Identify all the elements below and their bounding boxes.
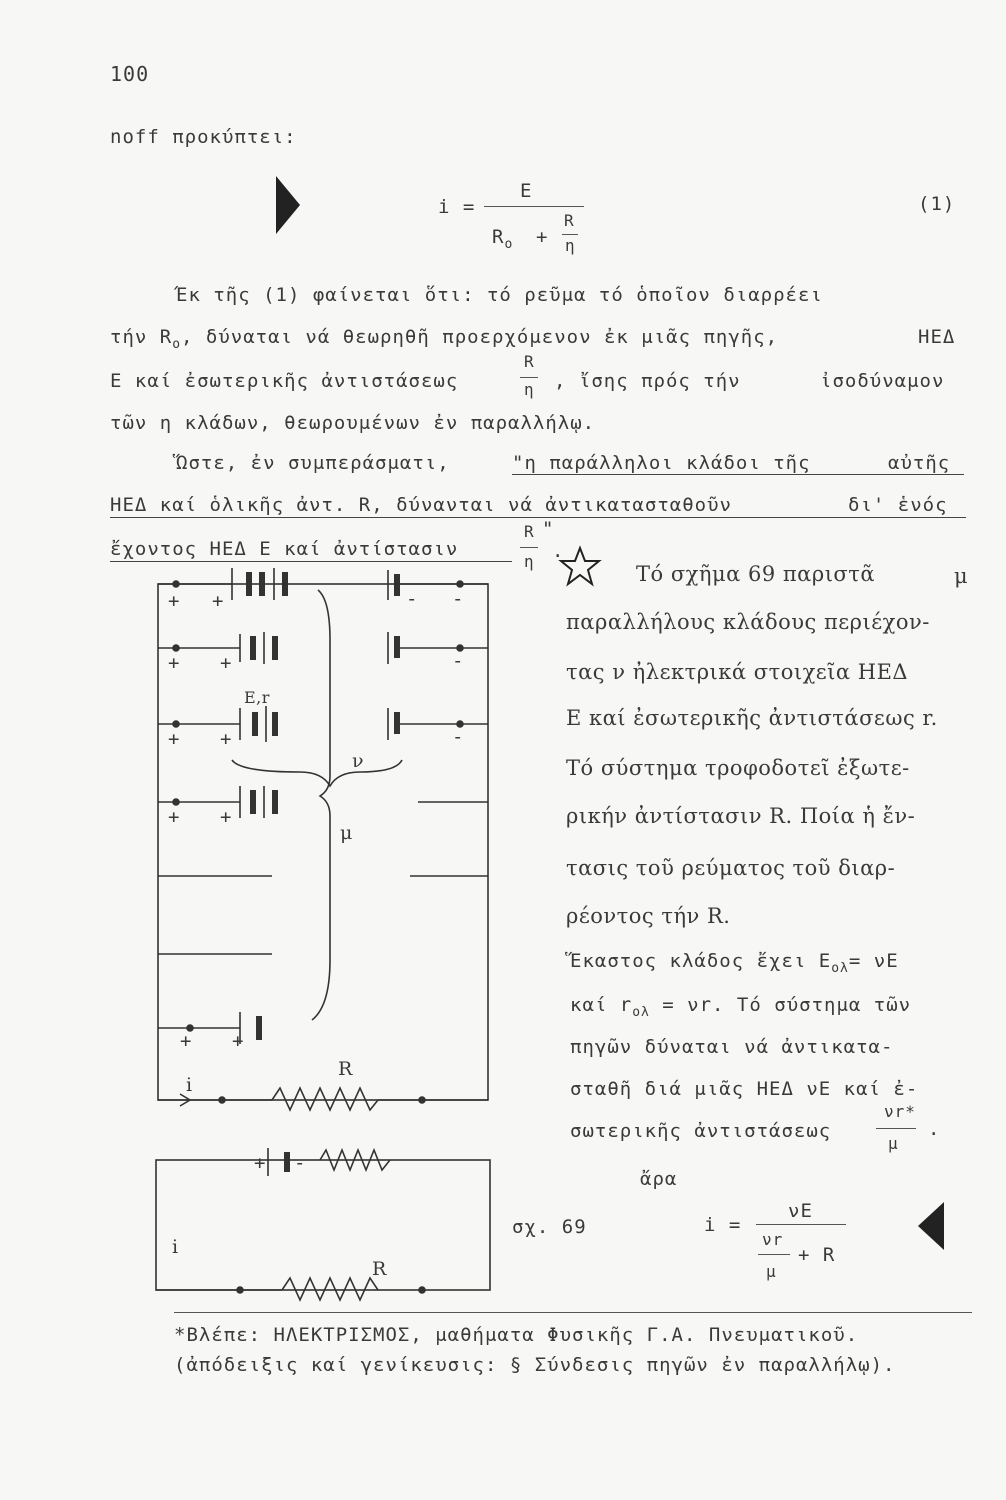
- minus-label-2: -: [452, 588, 465, 610]
- problem-line1a: Τό σχῆμα 69 παριστᾶ: [636, 562, 876, 586]
- label-i-bottom: i: [172, 1236, 179, 1258]
- minus-label-3: -: [452, 650, 465, 672]
- problem-line7: τασις τοῦ ρεύματος τοῦ διαρ-: [566, 856, 896, 880]
- solution-end: .: [928, 1118, 941, 1140]
- eq1-den-frac-den: η: [565, 236, 576, 255]
- problem-line6: ρικήν ἀντίστασιν R. Ποία ἡ ἔν-: [566, 804, 916, 828]
- solution-line2a: καί $r_{o\lambda} = \nu r$. Τό σύστημα τῶν: [570, 994, 912, 1020]
- plus-label-9: +: [180, 1030, 193, 1052]
- eq1-den-plus: +: [536, 226, 549, 248]
- label-mu: μ: [340, 822, 353, 844]
- conclusion-line1c: αὐτῆς: [888, 452, 951, 474]
- minus-label-4: -: [452, 726, 465, 748]
- para1-line2a: τήν $R_o$, δύναται νά θεωρηθῆ προερχόμενον ἐκ μιᾶς πηγῆς,: [110, 326, 779, 352]
- right-cell-1: [388, 570, 488, 600]
- para1-line1: Έκ τῆς (1) φαίνεται ὅτι: τό ρεῦμα τό ὁποῖον διαρρέει: [176, 284, 823, 306]
- para1-line2c: ΗΕΔ: [918, 326, 956, 348]
- conclusion-line2a: ΗΕΔ καί ὁλικῆς ἀντ. R, δύνανται νά ἀντικατασταθοῦν: [110, 494, 732, 516]
- solution-line3: πηγῶν δύναται νά ἀντικατα-: [570, 1036, 894, 1058]
- problem-line3: τας ν ἠλεκτρικά στοιχεῖα ΗΕΔ: [566, 660, 909, 684]
- label-i-top: i: [186, 1074, 193, 1096]
- eq2-plus-r: + R: [798, 1244, 836, 1266]
- label-r-top: R: [338, 1058, 353, 1080]
- eq2-inner-den: μ: [766, 1262, 777, 1281]
- footnote-rule: [174, 1312, 972, 1313]
- eq1-den-frac-num: R: [564, 211, 575, 230]
- para1-line3a: Ε καί ἐσωτερικῆς ἀντιστάσεως: [110, 370, 459, 392]
- eq2-lhs: i =: [704, 1214, 742, 1236]
- problem-line1b: μ: [954, 564, 969, 588]
- para1-line4: τῶν η κλάδων, θεωρουμένων ἐν παραλλήλῳ.: [110, 412, 596, 434]
- resistor-top: [158, 1088, 488, 1110]
- problem-line4: Ε καί ἐσωτερικῆς ἀντιστάσεως r.: [566, 706, 938, 730]
- footnote-line1: *Βλέπε: ΗΛΕΚΤΡΙΣΜΟΣ, μαθήματα Φυσικῆς Γ.Α. Πνευματικοῦ.: [174, 1324, 859, 1346]
- para1-line3b: , ἴσης πρός τήν: [554, 370, 741, 392]
- right-cell-2: [388, 632, 488, 664]
- eq1-den-r: $R_o$: [492, 226, 514, 252]
- conclusion-close-quote: ": [542, 518, 555, 540]
- label-e-r: E,r: [244, 688, 270, 707]
- equivalent-circuit-frame: [156, 1160, 490, 1290]
- minus-label-5: -: [294, 1152, 307, 1174]
- solution-line5: σωτερικῆς ἀντιστάσεως: [570, 1120, 832, 1142]
- solution-frac-den: μ: [888, 1134, 899, 1153]
- conclusion-frac-num: R: [524, 522, 535, 541]
- para1-line3c: ἰσοδύναμον: [820, 370, 945, 392]
- brace-nu: [232, 760, 402, 786]
- page-number: 100: [110, 62, 150, 86]
- plus-label-1: +: [168, 590, 181, 612]
- figure-caption: σχ. 69: [512, 1216, 587, 1238]
- conclusion-line1b: "η παράλληλοι κλάδοι τῆς: [512, 452, 811, 474]
- footnote-line2: (ἀπόδειξις καί γενίκευσις: § Σύνδεσις πηγῶν ἐν παραλλήλῳ).: [174, 1354, 896, 1376]
- conclusion-frac-den: η: [524, 552, 535, 571]
- conclusion-dot: .: [552, 540, 565, 562]
- label-nu: ν: [352, 750, 365, 772]
- solution-frac-num: νr*: [884, 1102, 916, 1121]
- brace-mu: [312, 590, 330, 1020]
- solution-line4: σταθῆ διά μιᾶς ΗΕΔ νΕ καί ἐ-: [570, 1078, 919, 1100]
- plus-label-3: +: [168, 652, 181, 674]
- minus-label-1: -: [406, 588, 419, 610]
- eq2-numerator: νE: [788, 1200, 813, 1222]
- eq1-lhs: i =: [438, 196, 476, 218]
- intro-line: noff προκύπτει:: [110, 126, 297, 148]
- right-cell-3: [388, 708, 488, 740]
- plus-label-10: +: [232, 1030, 245, 1052]
- plus-label-6: +: [220, 728, 233, 750]
- conclusion-line2b: δι' ἑνός: [848, 494, 948, 516]
- solution-line1a: Ἕκαστος κλάδος ἔχει $E_{o\lambda}= \nu E$: [570, 950, 899, 976]
- branch-last: [158, 1012, 262, 1044]
- plus-label-8: +: [220, 806, 233, 828]
- resistor-bottom: [156, 1278, 425, 1300]
- eq1-label: (1): [918, 193, 956, 215]
- problem-line2: παραλλήλους κλάδους περιέχον-: [566, 610, 930, 634]
- plus-label-4: +: [220, 652, 233, 674]
- conclusion-line3: ἔχοντος ΗΕΔ Ε καί ἀντίστασιν: [110, 538, 459, 560]
- plus-label-2: +: [212, 590, 225, 612]
- plus-label-5: +: [168, 728, 181, 750]
- eq2-inner-num: νr: [762, 1230, 784, 1249]
- label-r-bottom: R: [372, 1258, 387, 1280]
- conclusion-line1a: Ὥστε, ἐν συμπεράσματι,: [176, 452, 450, 474]
- plus-label-7: +: [168, 806, 181, 828]
- equivalent-source: [268, 1148, 390, 1176]
- eq1-numerator: E: [520, 180, 533, 202]
- para1-frac-num: R: [524, 352, 535, 371]
- solution-ara: ἄρα: [640, 1168, 678, 1190]
- problem-line8: ρέοντος τήν R.: [566, 904, 731, 928]
- problem-line5: Τό σύστημα τροφοδοτεῖ ἐξωτε-: [566, 756, 910, 780]
- plus-label-11: +: [254, 1152, 267, 1174]
- circuit-outer-frame: [158, 584, 488, 1100]
- para1-frac-den: η: [524, 380, 535, 399]
